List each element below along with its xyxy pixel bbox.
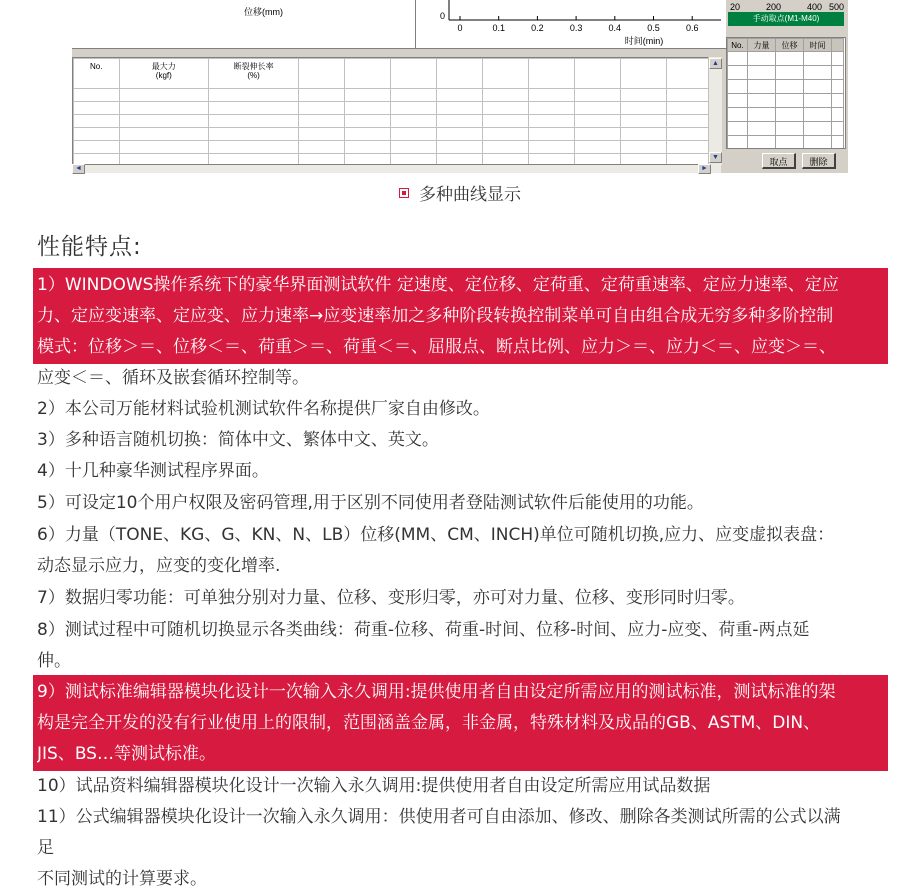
figure-caption: [0, 180, 920, 205]
mini-table-cell: [728, 52, 748, 66]
scroll-up-icon[interactable]: ▲: [709, 58, 722, 69]
mini-table-cell: [776, 66, 804, 80]
table-cell: [119, 89, 209, 102]
feature-line: 11）公式编辑器模块化设计一次输入永久调用：供使用者可自由添加、修改、删除各类测试所需的公式以满: [37, 807, 841, 827]
feature-item: [37, 615, 889, 677]
time-axis-tick-label: 0.6: [685, 23, 699, 33]
table-cell: [620, 89, 666, 102]
scale-label: 200: [766, 2, 782, 12]
mini-table-row[interactable]: [728, 122, 844, 136]
table-cell: [391, 128, 437, 141]
feature-item: [33, 268, 888, 364]
mini-table-cell: [728, 122, 748, 136]
table-cell: [345, 115, 391, 128]
table-cell: [483, 89, 529, 102]
table-cell: [437, 89, 483, 102]
mini-table-cell: [776, 80, 804, 94]
mini-table-cell: [804, 94, 832, 108]
mini-table-cell: [748, 80, 776, 94]
table-cell: [483, 128, 529, 141]
table-cell: [483, 102, 529, 115]
mini-table-row[interactable]: [728, 66, 844, 80]
feature-line: 动态显示应力，应变的变化增率.: [37, 556, 281, 576]
manual-points-panel: [726, 0, 848, 173]
feature-line: JIS、BS…等测试标准。: [37, 744, 216, 764]
mini-column-header: 时间: [804, 39, 832, 52]
results-column-header: [345, 59, 391, 89]
table-cell: [574, 128, 620, 141]
table-cell: [391, 89, 437, 102]
results-column-header: 最大力 (kgf): [119, 59, 209, 89]
mini-table-row[interactable]: [728, 136, 844, 150]
feature-line: 应变＜＝、循环及嵌套循环控制等。: [37, 368, 309, 388]
results-column-header: 断裂伸长率 (%): [209, 59, 299, 89]
table-cell: [74, 89, 120, 102]
mini-table-row[interactable]: [728, 94, 844, 108]
mini-table-cell: [776, 136, 804, 150]
mini-table-cell: [776, 52, 804, 66]
time-axis-label: 时间(min): [624, 36, 664, 46]
table-cell: [209, 89, 299, 102]
time-axis-svg: [416, 0, 726, 48]
feature-line: 伸。: [37, 651, 71, 671]
table-cell: [119, 102, 209, 115]
table-cell: [666, 128, 712, 141]
feature-item: [37, 363, 889, 394]
time-plot: [416, 0, 726, 49]
mini-column-header: No.: [728, 39, 748, 52]
table-cell: [620, 115, 666, 128]
mini-table-cell: [776, 122, 804, 136]
table-cell: [483, 154, 529, 166]
table-cell: [437, 128, 483, 141]
table-cell: [529, 141, 575, 154]
mini-table-cell: [728, 94, 748, 108]
results-column-header: [299, 59, 345, 89]
table-cell: [666, 141, 712, 154]
mini-table-cell: [748, 108, 776, 122]
table-cell: [74, 141, 120, 154]
table-cell: [119, 154, 209, 166]
mini-table-cell: [832, 66, 844, 80]
table-cell: [574, 141, 620, 154]
mini-table-row[interactable]: [728, 52, 844, 66]
manual-points-table[interactable]: [726, 37, 846, 149]
feature-item: [37, 802, 889, 895]
feature-item: [33, 675, 888, 771]
feature-line: 6）力量（TONE、KG、G、KN、N、LB）位移(MM、CM、INCH)单位可随机切换,应力、应变虚拟表盘：: [37, 525, 835, 545]
table-cell: [620, 102, 666, 115]
scale-label: 400: [807, 2, 823, 12]
table-cell: [483, 115, 529, 128]
feature-item: [37, 394, 889, 425]
table-cell: [391, 102, 437, 115]
table-cell: [437, 102, 483, 115]
time-axis-tick-label: 0: [457, 23, 463, 33]
results-column-header: [574, 59, 620, 89]
results-column-header: [437, 59, 483, 89]
table-cell: [529, 115, 575, 128]
table-row[interactable]: [74, 102, 713, 115]
red-square-bullet-icon: [399, 188, 409, 198]
table-cell: [437, 141, 483, 154]
mini-table-cell: [748, 136, 776, 150]
table-cell: [119, 115, 209, 128]
table-cell: [209, 102, 299, 115]
results-column-header: [666, 59, 712, 89]
mini-table-cell: [804, 108, 832, 122]
results-column-header: [483, 59, 529, 89]
results-column-header: [620, 59, 666, 89]
feature-item: [37, 425, 889, 456]
mini-table-cell: [804, 52, 832, 66]
table-cell: [529, 89, 575, 102]
table-cell: [299, 128, 345, 141]
feature-line: 足: [37, 838, 54, 858]
manual-points-label: 手动取点(M1-M40): [728, 12, 844, 26]
mini-table-cell: [804, 122, 832, 136]
table-cell: [574, 102, 620, 115]
table-cell: [529, 128, 575, 141]
feature-item: [37, 771, 889, 802]
table-cell: [299, 89, 345, 102]
table-cell: [299, 154, 345, 166]
mini-column-header: 位移: [776, 39, 804, 52]
feature-item: [37, 520, 889, 582]
table-cell: [119, 141, 209, 154]
scroll-right-icon[interactable]: ►: [698, 164, 711, 174]
table-row[interactable]: [74, 141, 713, 154]
feature-line: 2）本公司万能材料试验机测试软件名称提供厂家自由修改。: [37, 399, 490, 419]
feature-line: 7）数据归零功能：可单独分别对力量、位移、变形归零，亦可对力量、位移、变形同时归零。: [37, 588, 745, 608]
mini-table-cell: [832, 52, 844, 66]
results-column-header: No.: [74, 59, 120, 89]
table-row[interactable]: [74, 115, 713, 128]
table-cell: [666, 115, 712, 128]
time-axis-tick-label: 0.1: [492, 23, 505, 33]
mini-table-row[interactable]: [728, 108, 844, 122]
table-cell: [620, 128, 666, 141]
feature-item: [37, 456, 889, 487]
table-cell: [345, 102, 391, 115]
time-axis-tick-label: 0.2: [531, 23, 544, 33]
mini-table-cell: [776, 108, 804, 122]
feature-line: 力、定应变速率、定应变、应力速率→应变速率加之多种阶段转换控制菜单可自由组合成无穷多种多阶控制: [37, 306, 834, 326]
load-displacement-plot: [72, 0, 416, 49]
mini-table-cell: [832, 122, 844, 136]
time-axis-tick-label: 0.3: [569, 23, 583, 33]
feature-item: [37, 488, 889, 519]
feature-line: 5）可设定10个用户权限及密码管理,用于区别不同使用者登陆测试软件后能使用的功能。: [37, 493, 704, 513]
mini-table-cell: [748, 122, 776, 136]
scale-label: 500: [829, 2, 845, 12]
table-cell: [345, 141, 391, 154]
mini-table-cell: [728, 108, 748, 122]
table-cell: [299, 141, 345, 154]
table-cell: [529, 102, 575, 115]
mini-table-cell: [728, 80, 748, 94]
table-cell: [437, 115, 483, 128]
mini-table-cell: [832, 108, 844, 122]
section-title: 性能特点:: [37, 234, 142, 260]
table-cell: [209, 154, 299, 166]
table-cell: [437, 154, 483, 166]
table-cell: [391, 141, 437, 154]
table-cell: [119, 128, 209, 141]
table-cell: [299, 102, 345, 115]
table-cell: [620, 141, 666, 154]
results-column-header: [391, 59, 437, 89]
table-cell: [483, 141, 529, 154]
table-cell: [74, 115, 120, 128]
scale-label: 20: [730, 2, 741, 12]
mini-table-cell: [748, 94, 776, 108]
feature-line: 8）测试过程中可随机切换显示各类曲线：荷重-位移、荷重-时间、位移-时间、应力-应变、荷重-两点延: [37, 620, 810, 640]
table-cell: [391, 115, 437, 128]
table-row[interactable]: [74, 89, 713, 102]
time-axis-tick-label: 0.5: [647, 23, 660, 33]
table-cell: [345, 154, 391, 166]
results-horizontal-scrollbar[interactable]: [72, 165, 721, 173]
table-cell: [299, 115, 345, 128]
feature-line: 4）十几种豪华测试程序界面。: [37, 461, 269, 481]
results-table[interactable]: [72, 57, 714, 165]
table-cell: [74, 128, 120, 141]
software-screenshot: [72, 0, 848, 173]
mini-table-cell: [832, 80, 844, 94]
results-vertical-scrollbar[interactable]: [708, 57, 722, 165]
table-cell: [529, 154, 575, 166]
feature-item: [37, 583, 889, 614]
caption-text: 多种曲线显示: [419, 185, 521, 205]
table-cell: [574, 115, 620, 128]
table-cell: [391, 154, 437, 166]
mini-table-cell: [804, 66, 832, 80]
delete-button[interactable]: 删除: [802, 153, 836, 169]
table-cell: [574, 89, 620, 102]
table-row[interactable]: [74, 128, 713, 141]
scroll-left-icon[interactable]: ◄: [72, 164, 85, 174]
mini-scroll-cell[interactable]: [832, 39, 844, 52]
mini-table-cell: [728, 136, 748, 150]
feature-line: 构是完全开发的没有行业使用上的限制，范围涵盖金属，非金属，特殊材料及成品的GB、ASTM、DIN、: [37, 713, 821, 733]
mini-table-cell: [776, 94, 804, 108]
y-tick-0: 0: [440, 11, 446, 21]
table-cell: [666, 89, 712, 102]
table-cell: [209, 128, 299, 141]
mini-table-cell: [804, 80, 832, 94]
time-axis-tick-label: 0.4: [608, 23, 622, 33]
table-cell: [620, 154, 666, 166]
mini-table-cell: [728, 66, 748, 80]
feature-line: 10）试品资料编辑器模块化设计一次输入永久调用:提供使用者自由设定所需应用试品数据: [37, 776, 711, 796]
table-cell: [209, 141, 299, 154]
mini-table-row[interactable]: [728, 80, 844, 94]
table-cell: [209, 115, 299, 128]
feature-line: 1）WINDOWS操作系统下的豪华界面测试软件 定速度、定位移、定荷重、定荷重速率、定应力速率、定应: [37, 275, 839, 295]
results-column-header: [529, 59, 575, 89]
table-cell: [345, 128, 391, 141]
feature-line: 3）多种语言随机切换：简体中文、繁体中文、英文。: [37, 430, 439, 450]
mini-column-header: 力量: [748, 39, 776, 52]
mini-table-cell: [748, 66, 776, 80]
scroll-down-icon[interactable]: ▼: [709, 152, 722, 163]
feature-line: 模式：位移＞＝、位移＜＝、荷重＞＝、荷重＜＝、屈服点、断点比例、应力＞＝、应力＜＝、应变＞＝、: [37, 337, 836, 357]
mini-table-cell: [832, 94, 844, 108]
feature-line: 不同测试的计算要求。: [37, 869, 207, 889]
mini-table-cell: [832, 136, 844, 150]
table-row[interactable]: [74, 154, 713, 166]
table-cell: [74, 102, 120, 115]
table-cell: [574, 154, 620, 166]
table-cell: [666, 102, 712, 115]
mini-table-cell: [748, 52, 776, 66]
feature-line: 9）测试标准编辑器模块化设计一次输入永久调用:提供使用者自由设定所需应用的测试标准，测试标准的架: [37, 682, 836, 702]
table-cell: [345, 89, 391, 102]
mini-table-cell: [804, 136, 832, 150]
displacement-axis-label: 位移(mm): [244, 7, 283, 17]
take-point-button[interactable]: 取点: [762, 153, 796, 169]
